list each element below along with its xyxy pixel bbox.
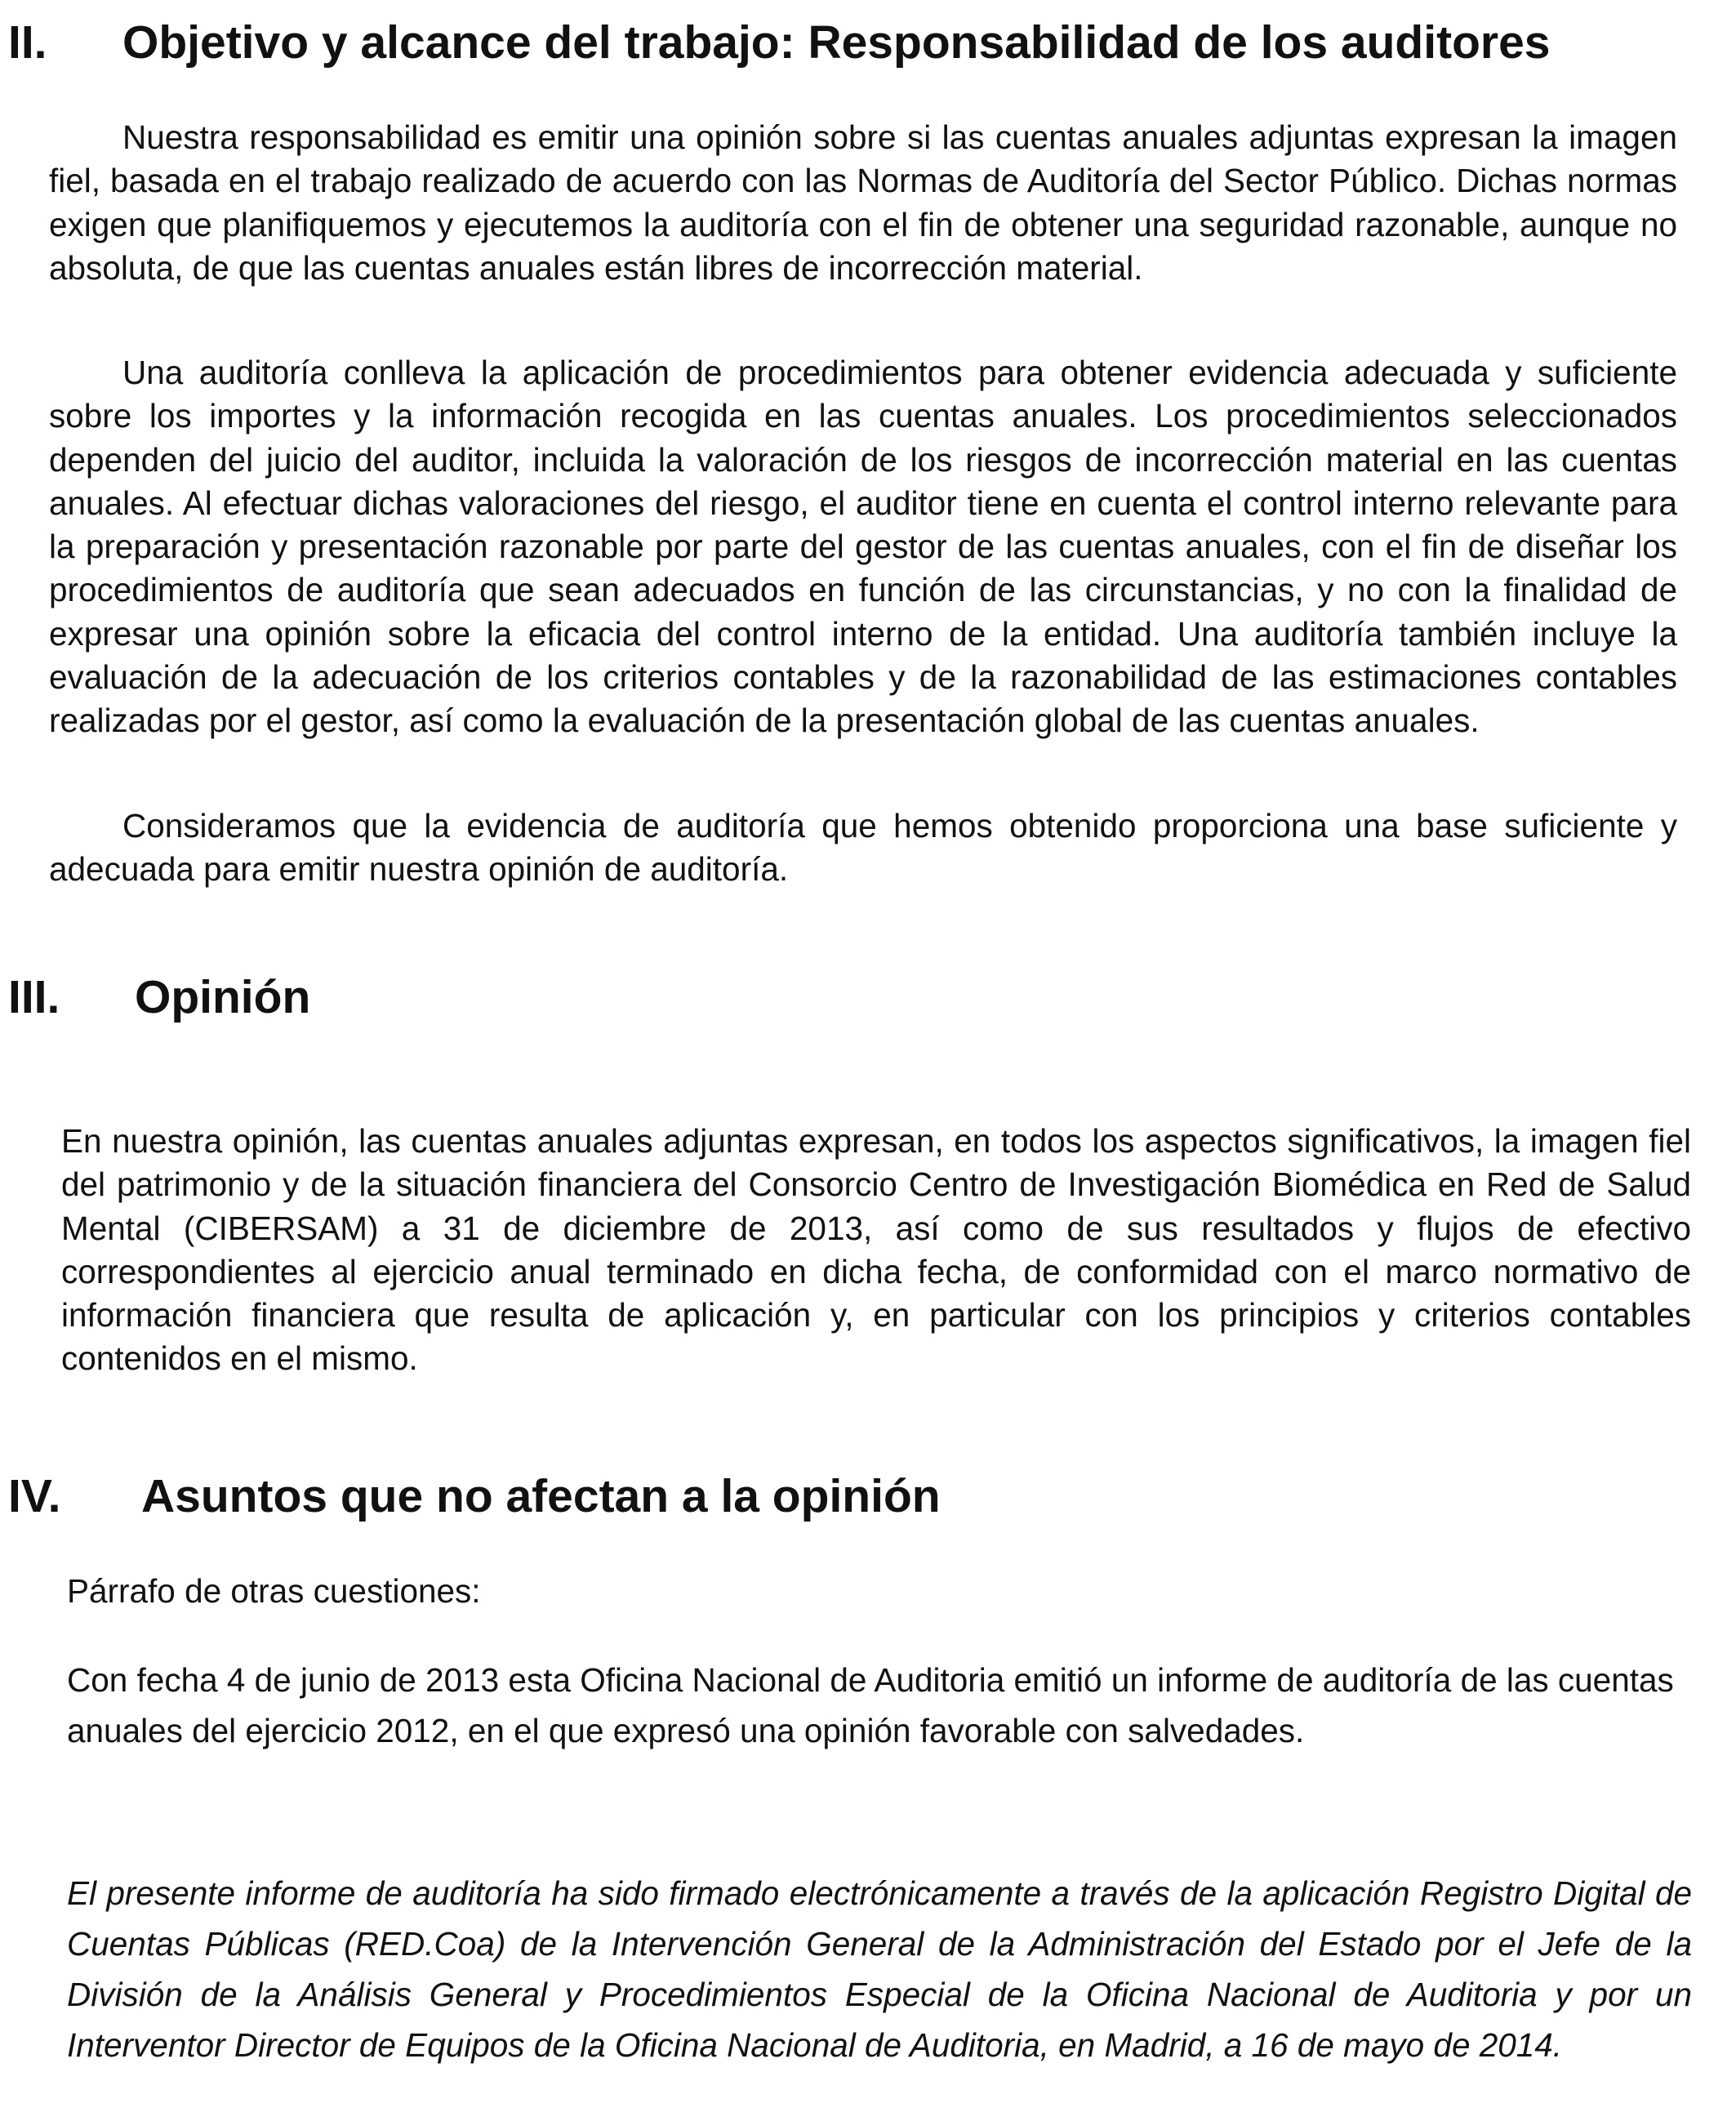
paragraph: Con fecha 4 de junio de 2013 esta Oficina Nacional de Auditoria emitió un informe de auditoría de las cuentas anuales del ejercicio 2012, en el que expresó una opinión favorable con salvedades.: [67, 1661, 1674, 1749]
section-number: IV.: [8, 1470, 61, 1522]
paragraph: Una auditoría conlleva la aplicación de procedimientos para obtener evidencia adecuada y suficiente sobre los importes y la información recogida en las cuentas anuales. Los procedimientos seleccionados dependen del juicio del auditor, incluida la valoración de los riesgos de incorrección material en las cuentas anuales. Al efectuar dichas valoraciones del riesgo, el auditor tiene en cuenta el control interno relevante para la preparación y presentación razonable por parte del gestor de las cuentas anuales, con el fin de diseñar los procedimientos de auditoría que sean adecuados en función de las circunstancias, y no con la finalidad de expresar una opinión sobre la eficacia del control interno de la entidad. Una auditoría también incluye la evaluación de la adecuación de los criterios contables y de la razonabilidad de las estimaciones contables realizadas por el gestor, así como la evaluación de la presentación global de las cuentas anuales.: [49, 354, 1677, 740]
section-title: Objetivo y alcance del trabajo: Responsabilidad de los auditores: [122, 16, 1551, 69]
section-number: III.: [8, 971, 60, 1023]
section-title: Opinión: [135, 971, 311, 1023]
section-heading-ii: [8, 16, 1551, 69]
opinion-paragraph: En nuestra opinión, las cuentas anuales adjuntas expresan, en todos los aspectos significativos, la imagen fiel del patrimonio y de la situación financiera del Consorcio Centro de Investigación Biomédica en Red de Salud Mental (CIBERSAM) a 31 de diciembre de 2013, así como de sus resultados y flujos de efectivo correspondientes al ejercicio anual terminado en dicha fecha, de conformidad con el marco normativo de información financiera que resulta de aplicación y, en particular con los principios y criterios contables contenidos en el mismo.: [61, 1122, 1691, 1378]
section-heading-iv: [8, 1470, 941, 1522]
subheading: Párrafo de otras cuestiones:: [67, 1572, 481, 1610]
paragraph: Nuestra responsabilidad es emitir una opinión sobre si las cuentas anuales adjuntas expresan la imagen fiel, basada en el trabajo realizado de acuerdo con las Normas de Auditoría del Sector Público. Dichas normas exigen que planifiquemos y ejecutemos la auditoría con el fin de obtener una seguridad razonable, aunque no absoluta, de que las cuentas anuales están libres de incorrección material.: [49, 118, 1677, 287]
signature-note: El presente informe de auditoría ha sido firmado electrónicamente a través de la aplicación Registro Digital de Cuentas Públicas (RED.Coa) de la Intervención General de la Administración del Estado por el Jefe de la División de la Análisis General y Procedimientos Especial de la Oficina Nacional de Auditoria y por un Interventor Director de Equipos de la Oficina Nacional de Auditoria, en Madrid, a 16 de mayo de 2014.: [67, 1874, 1692, 2064]
section-heading-iii: [8, 971, 311, 1023]
paragraph: Consideramos que la evidencia de auditoría que hemos obtenido proporciona una base suficiente y adecuada para emitir nuestra opinión de auditoría.: [49, 807, 1677, 889]
section-number: II.: [8, 16, 47, 69]
section-title: Asuntos que no afectan a la opinión: [141, 1470, 941, 1522]
